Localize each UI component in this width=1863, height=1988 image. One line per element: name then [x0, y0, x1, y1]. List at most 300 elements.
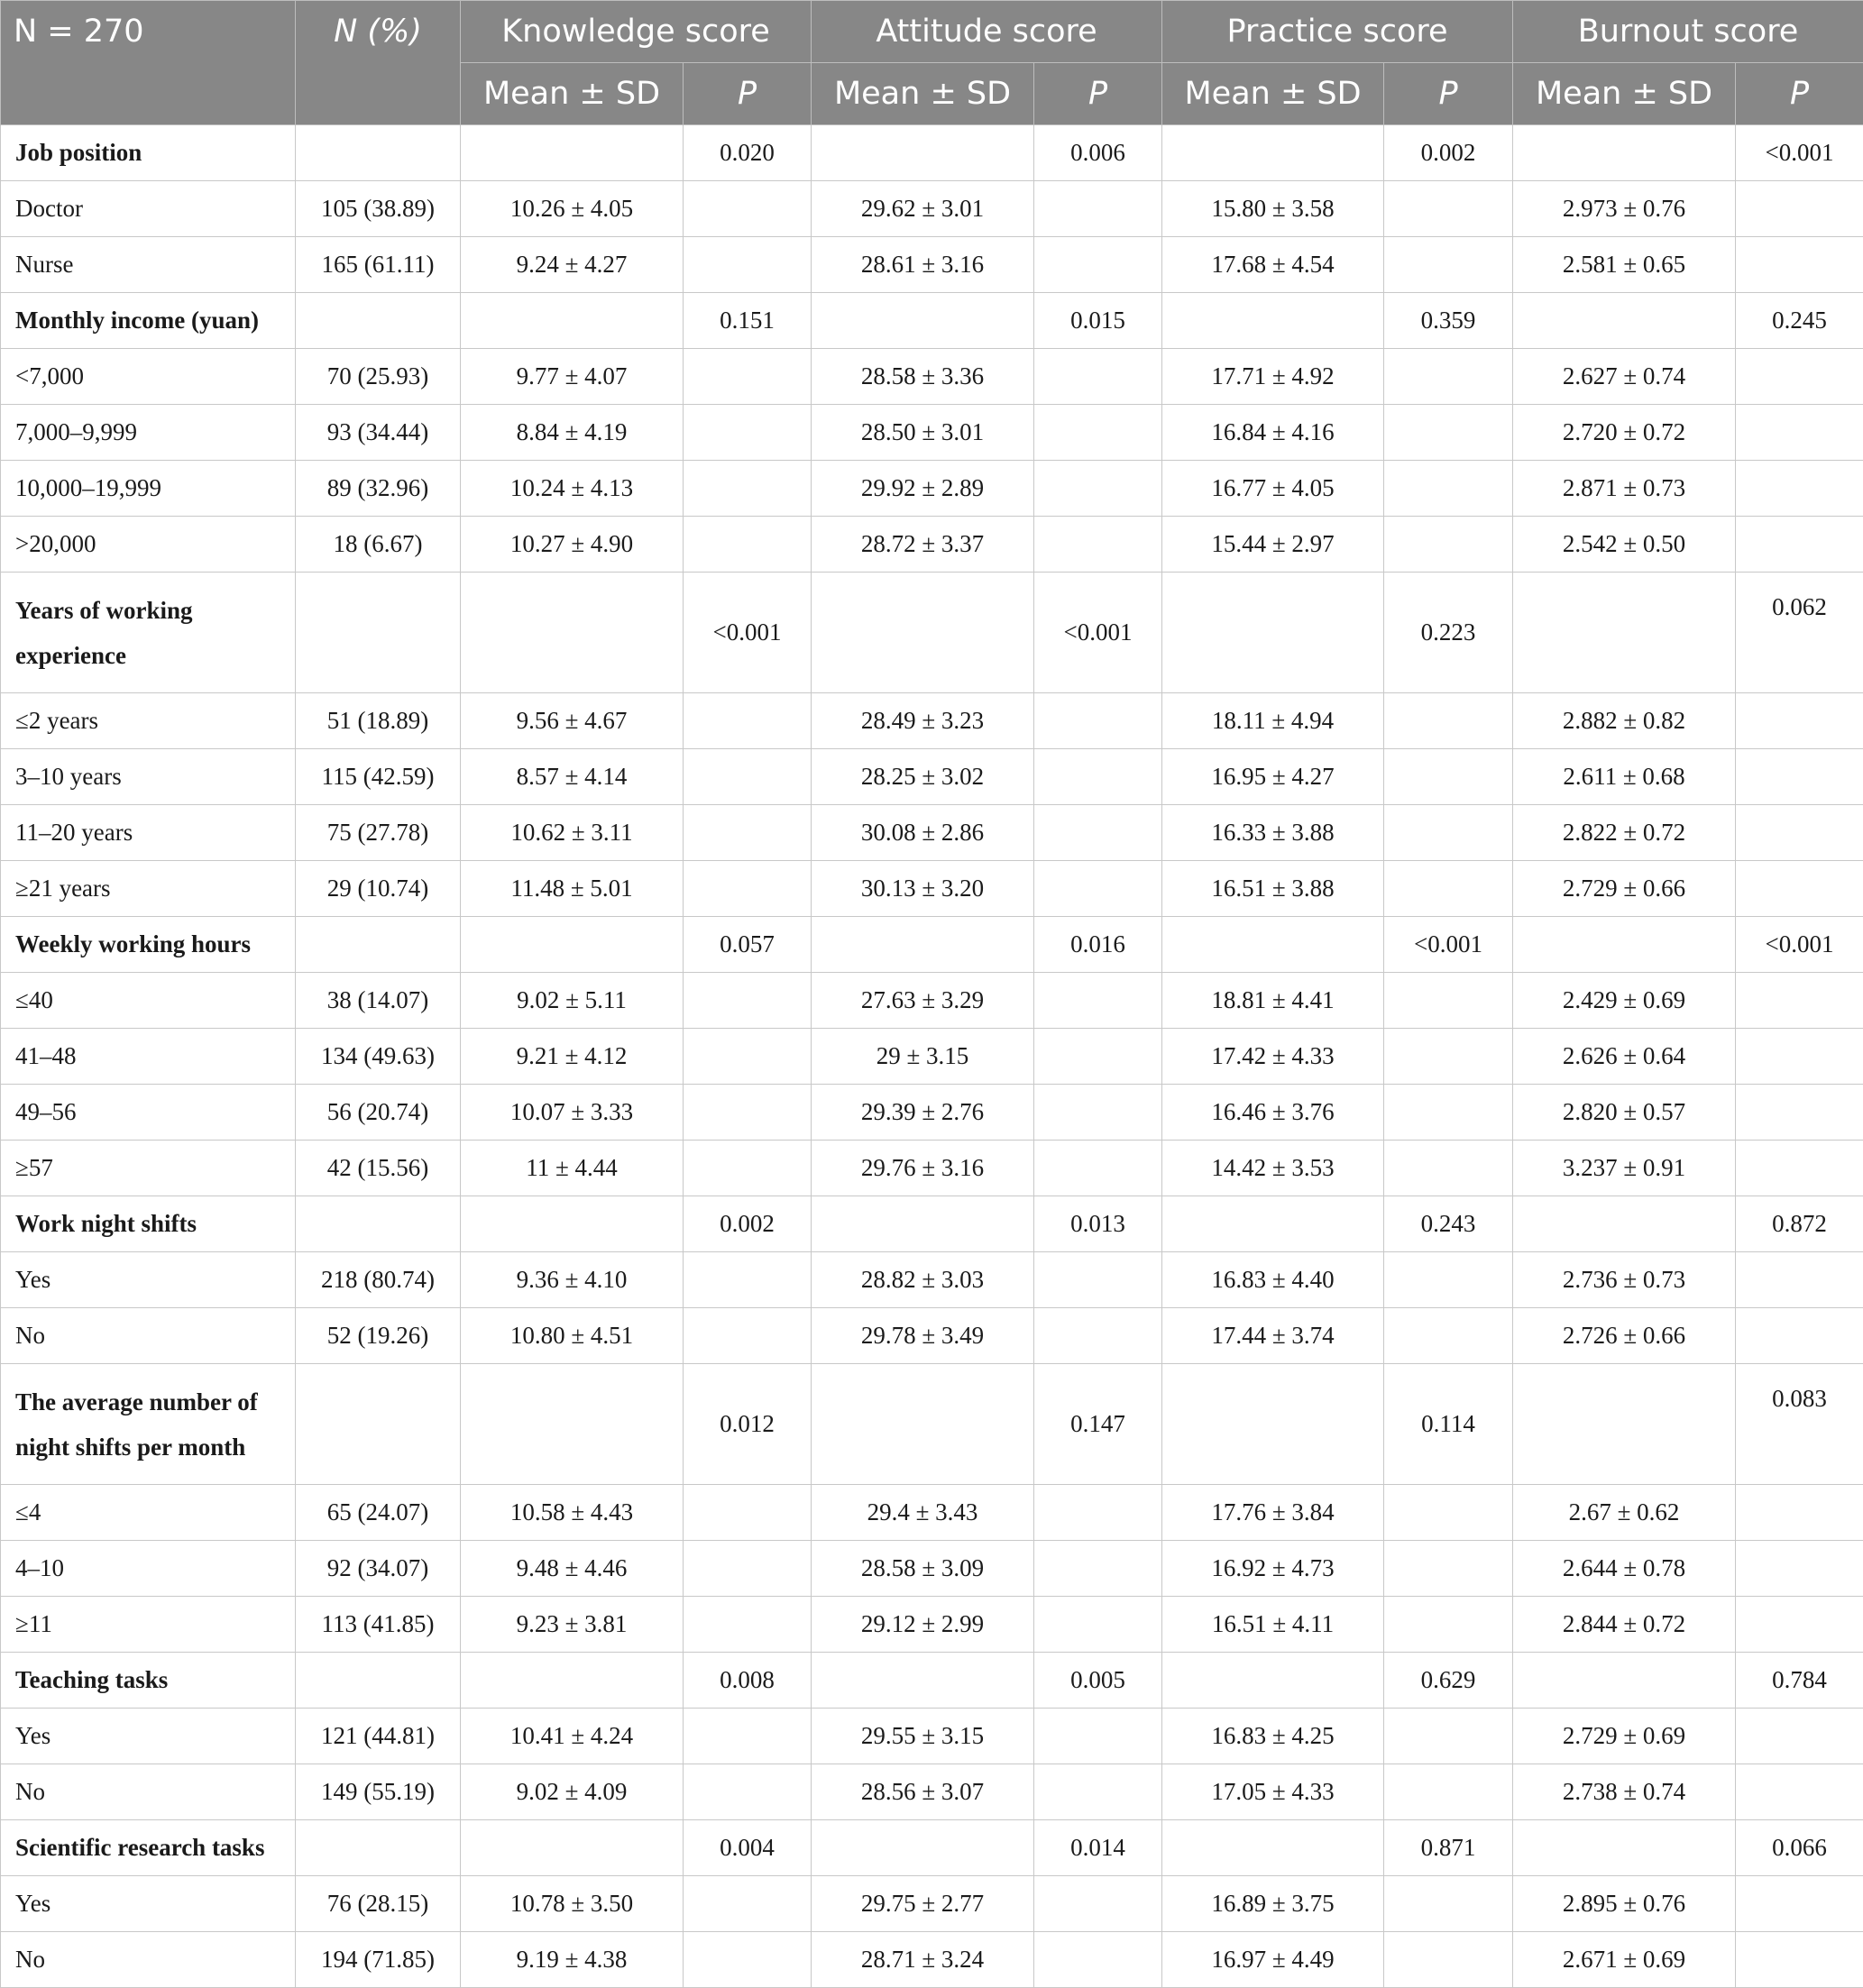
n-percent-cell	[296, 1196, 461, 1252]
n-percent-header: N (%)	[296, 1, 461, 125]
n-percent-cell: 134 (49.63)	[296, 1029, 461, 1085]
p-cell	[1384, 1541, 1513, 1597]
row-label: Yes	[1, 1709, 296, 1764]
table-row	[1, 349, 1863, 405]
p-cell	[1736, 405, 1863, 461]
mean-sd-cell: 2.611 ± 0.68	[1513, 749, 1736, 805]
p-cell	[1384, 1932, 1513, 1988]
mean-sd-cell: 10.24 ± 4.13	[461, 461, 684, 517]
row-label: 7,000–9,999	[1, 405, 296, 461]
mean-sd-cell: 28.58 ± 3.36	[812, 349, 1034, 405]
row-label: <7,000	[1, 349, 296, 405]
p-cell	[1384, 1709, 1513, 1764]
p-cell	[1736, 1029, 1863, 1085]
p-cell	[1736, 1541, 1863, 1597]
mean-sd-cell: 2.973 ± 0.76	[1513, 181, 1736, 237]
p-cell	[1034, 1029, 1162, 1085]
mean-sd-cell	[1162, 1820, 1384, 1876]
mean-sd-cell	[812, 293, 1034, 349]
mean-sd-cell: 9.36 ± 4.10	[461, 1252, 684, 1308]
p-cell	[684, 1485, 812, 1541]
mean-sd-cell: 29.75 ± 2.77	[812, 1876, 1034, 1932]
category-label: Work night shifts	[1, 1196, 296, 1252]
p-cell	[1736, 1085, 1863, 1141]
p-value-cell: 0.002	[1384, 125, 1513, 181]
row-label: ≤2 years	[1, 693, 296, 749]
mean-sd-cell	[1513, 1820, 1736, 1876]
mean-sd-cell: 2.736 ± 0.73	[1513, 1252, 1736, 1308]
p-value-cell: 0.020	[684, 125, 812, 181]
p-cell	[1736, 805, 1863, 861]
mean-sd-cell: 16.89 ± 3.75	[1162, 1876, 1384, 1932]
mean-sd-cell	[461, 1653, 684, 1709]
mean-sd-cell: 29 ± 3.15	[812, 1029, 1034, 1085]
mean-sd-cell	[812, 1820, 1034, 1876]
burnout-score-header: Burnout score	[1513, 1, 1863, 63]
mean-sd-cell: 29.4 ± 3.43	[812, 1485, 1034, 1541]
mean-sd-cell	[1162, 1196, 1384, 1252]
mean-sd-cell: 28.49 ± 3.23	[812, 693, 1034, 749]
mean-sd-cell: 16.95 ± 4.27	[1162, 749, 1384, 805]
table-row	[1, 693, 1863, 749]
category-label: Scientific research tasks	[1, 1820, 296, 1876]
mean-sd-cell	[1513, 1364, 1736, 1485]
mean-sd-cell: 28.82 ± 3.03	[812, 1252, 1034, 1308]
p-cell	[1034, 1085, 1162, 1141]
mean-sd-cell: 17.76 ± 3.84	[1162, 1485, 1384, 1541]
mean-sd-cell: 29.39 ± 2.76	[812, 1085, 1034, 1141]
row-label: ≤40	[1, 973, 296, 1029]
p-cell	[1736, 1597, 1863, 1653]
mean-sd-cell: 28.58 ± 3.09	[812, 1541, 1034, 1597]
n-percent-cell: 51 (18.89)	[296, 693, 461, 749]
p-cell	[1384, 1085, 1513, 1141]
table-row	[1, 1876, 1863, 1932]
p-cell	[1034, 1876, 1162, 1932]
n-percent-cell	[296, 1653, 461, 1709]
p-cell	[684, 693, 812, 749]
row-label: >20,000	[1, 517, 296, 573]
p-cell	[1034, 405, 1162, 461]
table-row	[1, 1308, 1863, 1364]
mean-sd-cell: 9.56 ± 4.67	[461, 693, 684, 749]
p-cell	[1034, 1252, 1162, 1308]
p-cell	[684, 1141, 812, 1196]
mean-sd-cell: 28.72 ± 3.37	[812, 517, 1034, 573]
mean-sd-cell: 14.42 ± 3.53	[1162, 1141, 1384, 1196]
row-label: 4–10	[1, 1541, 296, 1597]
mean-sd-cell: 17.42 ± 4.33	[1162, 1029, 1384, 1085]
mean-sd-cell: 16.83 ± 4.25	[1162, 1709, 1384, 1764]
p-cell	[1384, 805, 1513, 861]
table-row	[1, 1085, 1863, 1141]
n-percent-cell	[296, 1364, 461, 1485]
category-label-line-1: The average number of	[15, 1388, 258, 1415]
p-value-cell: 0.223	[1384, 573, 1513, 693]
p-cell	[684, 1308, 812, 1364]
table-row	[1, 517, 1863, 573]
p-cell	[684, 973, 812, 1029]
row-label: 41–48	[1, 1029, 296, 1085]
p-cell	[684, 517, 812, 573]
p-value-cell: 0.008	[684, 1653, 812, 1709]
mean-sd-cell: 30.08 ± 2.86	[812, 805, 1034, 861]
p-header: P	[1034, 63, 1162, 125]
p-value-cell: 0.057	[684, 917, 812, 973]
p-value-cell: <0.001	[1736, 917, 1863, 973]
p-cell	[1384, 1876, 1513, 1932]
p-value-cell: 0.872	[1736, 1196, 1863, 1252]
mean-sd-cell: 2.726 ± 0.66	[1513, 1308, 1736, 1364]
p-cell	[684, 749, 812, 805]
mean-sd-cell: 29.12 ± 2.99	[812, 1597, 1034, 1653]
p-cell	[1736, 349, 1863, 405]
p-cell	[1736, 1308, 1863, 1364]
n-percent-cell: 29 (10.74)	[296, 861, 461, 917]
mean-sd-cell	[1513, 125, 1736, 181]
mean-sd-cell: 29.76 ± 3.16	[812, 1141, 1034, 1196]
mean-sd-cell: 2.882 ± 0.82	[1513, 693, 1736, 749]
mean-sd-cell	[461, 573, 684, 693]
mean-sd-cell: 10.80 ± 4.51	[461, 1308, 684, 1364]
mean-sd-cell: 16.92 ± 4.73	[1162, 1541, 1384, 1597]
mean-sd-cell: 2.581 ± 0.65	[1513, 237, 1736, 293]
mean-sd-cell: 11 ± 4.44	[461, 1141, 684, 1196]
category-label: Teaching tasks	[1, 1653, 296, 1709]
category-label: Weekly working hours	[1, 917, 296, 973]
mean-sd-cell	[461, 125, 684, 181]
mean-sd-cell	[1162, 1364, 1384, 1485]
mean-sd-cell: 2.626 ± 0.64	[1513, 1029, 1736, 1085]
p-cell	[1384, 693, 1513, 749]
p-cell	[1736, 181, 1863, 237]
category-row	[1, 125, 1863, 181]
category-label	[1, 1364, 296, 1485]
p-cell	[684, 1764, 812, 1820]
mean-sd-cell: 9.48 ± 4.46	[461, 1541, 684, 1597]
n-total-header: N = 270	[1, 1, 296, 125]
mean-sd-cell: 10.78 ± 3.50	[461, 1876, 684, 1932]
mean-sd-cell: 11.48 ± 5.01	[461, 861, 684, 917]
p-cell	[684, 1932, 812, 1988]
practice-score-header: Practice score	[1162, 1, 1513, 63]
table-row	[1, 1141, 1863, 1196]
p-cell	[1034, 1485, 1162, 1541]
mean-sd-cell	[1513, 1653, 1736, 1709]
p-cell	[1384, 1029, 1513, 1085]
mean-sd-cell: 10.58 ± 4.43	[461, 1485, 684, 1541]
mean-sd-header: Mean ± SD	[812, 63, 1034, 125]
p-value-cell: 0.016	[1034, 917, 1162, 973]
mean-sd-cell: 2.542 ± 0.50	[1513, 517, 1736, 573]
p-cell	[684, 1252, 812, 1308]
mean-sd-cell: 10.41 ± 4.24	[461, 1709, 684, 1764]
mean-sd-cell	[1513, 573, 1736, 693]
table-header	[1, 1, 1863, 125]
table-row	[1, 461, 1863, 517]
mean-sd-cell	[1513, 293, 1736, 349]
mean-sd-cell: 10.07 ± 3.33	[461, 1085, 684, 1141]
knowledge-score-header: Knowledge score	[461, 1, 812, 63]
p-cell	[1384, 237, 1513, 293]
p-cell	[1736, 693, 1863, 749]
mean-sd-cell	[461, 1196, 684, 1252]
mean-sd-cell: 16.51 ± 3.88	[1162, 861, 1384, 917]
p-cell	[684, 861, 812, 917]
p-cell	[1034, 1709, 1162, 1764]
mean-sd-cell: 18.11 ± 4.94	[1162, 693, 1384, 749]
p-cell	[684, 1597, 812, 1653]
p-cell	[1736, 861, 1863, 917]
p-cell	[1384, 405, 1513, 461]
mean-sd-cell: 10.27 ± 4.90	[461, 517, 684, 573]
p-value-cell: 0.784	[1736, 1653, 1863, 1709]
mean-sd-header: Mean ± SD	[1162, 63, 1384, 125]
mean-sd-cell: 27.63 ± 3.29	[812, 973, 1034, 1029]
mean-sd-cell	[461, 1364, 684, 1485]
n-percent-cell	[296, 125, 461, 181]
mean-sd-cell: 28.50 ± 3.01	[812, 405, 1034, 461]
p-cell	[1384, 861, 1513, 917]
n-percent-cell: 149 (55.19)	[296, 1764, 461, 1820]
mean-sd-cell: 8.84 ± 4.19	[461, 405, 684, 461]
p-cell	[1034, 693, 1162, 749]
row-label: ≥11	[1, 1597, 296, 1653]
mean-sd-cell	[812, 917, 1034, 973]
table-row	[1, 861, 1863, 917]
p-value-cell: 0.083	[1736, 1364, 1863, 1485]
p-value-cell: 0.012	[684, 1364, 812, 1485]
n-percent-cell	[296, 917, 461, 973]
mean-sd-cell: 15.80 ± 3.58	[1162, 181, 1384, 237]
p-cell	[684, 1709, 812, 1764]
row-label: 49–56	[1, 1085, 296, 1141]
p-cell	[684, 349, 812, 405]
p-cell	[1384, 1597, 1513, 1653]
table-row	[1, 1932, 1863, 1988]
p-value-cell: 0.014	[1034, 1820, 1162, 1876]
p-cell	[1034, 805, 1162, 861]
mean-sd-cell: 29.55 ± 3.15	[812, 1709, 1034, 1764]
category-label: Monthly income (yuan)	[1, 293, 296, 349]
p-cell	[1384, 1252, 1513, 1308]
p-cell	[1384, 749, 1513, 805]
table-row	[1, 1541, 1863, 1597]
p-value-cell: 0.005	[1034, 1653, 1162, 1709]
p-header: P	[684, 63, 812, 125]
mean-sd-cell	[1162, 573, 1384, 693]
p-cell	[1736, 1876, 1863, 1932]
category-row	[1, 1196, 1863, 1252]
p-cell	[1736, 461, 1863, 517]
n-percent-cell	[296, 293, 461, 349]
mean-sd-cell: 2.729 ± 0.69	[1513, 1709, 1736, 1764]
attitude-score-header: Attitude score	[812, 1, 1162, 63]
mean-sd-cell	[461, 293, 684, 349]
p-cell	[1034, 1932, 1162, 1988]
mean-sd-cell: 9.19 ± 4.38	[461, 1932, 684, 1988]
mean-sd-cell: 2.644 ± 0.78	[1513, 1541, 1736, 1597]
mean-sd-cell: 9.02 ± 5.11	[461, 973, 684, 1029]
p-cell	[1034, 237, 1162, 293]
category-label	[1, 573, 296, 693]
table-body	[1, 125, 1863, 1988]
mean-sd-cell: 9.21 ± 4.12	[461, 1029, 684, 1085]
table-row	[1, 405, 1863, 461]
p-value-cell: 0.151	[684, 293, 812, 349]
p-value-cell: <0.001	[1034, 573, 1162, 693]
mean-sd-cell	[812, 1364, 1034, 1485]
n-percent-cell: 165 (61.11)	[296, 237, 461, 293]
mean-sd-cell: 10.26 ± 4.05	[461, 181, 684, 237]
mean-sd-cell: 2.67 ± 0.62	[1513, 1485, 1736, 1541]
mean-sd-cell	[812, 125, 1034, 181]
n-percent-cell	[296, 573, 461, 693]
mean-sd-cell: 17.68 ± 4.54	[1162, 237, 1384, 293]
table-row	[1, 1764, 1863, 1820]
mean-sd-cell	[1162, 1653, 1384, 1709]
category-row	[1, 573, 1863, 693]
p-cell	[1736, 1709, 1863, 1764]
p-cell	[1034, 181, 1162, 237]
mean-sd-cell: 2.429 ± 0.69	[1513, 973, 1736, 1029]
p-cell	[1384, 973, 1513, 1029]
p-cell	[1034, 1308, 1162, 1364]
n-percent-cell: 218 (80.74)	[296, 1252, 461, 1308]
mean-sd-cell: 2.820 ± 0.57	[1513, 1085, 1736, 1141]
p-cell	[1736, 237, 1863, 293]
p-cell	[1384, 349, 1513, 405]
mean-sd-cell: 2.871 ± 0.73	[1513, 461, 1736, 517]
p-cell	[1034, 1541, 1162, 1597]
p-cell	[1034, 861, 1162, 917]
p-value-cell: 0.629	[1384, 1653, 1513, 1709]
row-label: 10,000–19,999	[1, 461, 296, 517]
p-cell	[684, 237, 812, 293]
category-label: Job position	[1, 125, 296, 181]
mean-sd-cell: 18.81 ± 4.41	[1162, 973, 1384, 1029]
n-percent-cell: 52 (19.26)	[296, 1308, 461, 1364]
mean-sd-cell	[812, 573, 1034, 693]
p-value-cell: 0.002	[684, 1196, 812, 1252]
p-cell	[684, 1541, 812, 1597]
category-label-line-2: experience	[15, 642, 126, 669]
p-header: P	[1736, 63, 1863, 125]
row-label: Nurse	[1, 237, 296, 293]
row-label: 11–20 years	[1, 805, 296, 861]
row-label: ≤4	[1, 1485, 296, 1541]
row-label: No	[1, 1764, 296, 1820]
p-cell	[1384, 1141, 1513, 1196]
p-cell	[1034, 349, 1162, 405]
p-cell	[1736, 1252, 1863, 1308]
mean-sd-cell: 28.61 ± 3.16	[812, 237, 1034, 293]
category-row	[1, 1364, 1863, 1485]
row-label: No	[1, 1932, 296, 1988]
p-header: P	[1384, 63, 1513, 125]
mean-sd-cell: 28.56 ± 3.07	[812, 1764, 1034, 1820]
p-cell	[1384, 181, 1513, 237]
p-value-cell: 0.006	[1034, 125, 1162, 181]
mean-sd-cell	[1162, 917, 1384, 973]
p-value-cell: 0.066	[1736, 1820, 1863, 1876]
mean-sd-cell: 9.23 ± 3.81	[461, 1597, 684, 1653]
mean-sd-cell	[812, 1653, 1034, 1709]
p-cell	[684, 1029, 812, 1085]
row-label: Doctor	[1, 181, 296, 237]
mean-sd-cell	[1513, 917, 1736, 973]
p-cell	[1736, 1764, 1863, 1820]
mean-sd-cell: 28.71 ± 3.24	[812, 1932, 1034, 1988]
p-cell	[684, 805, 812, 861]
mean-sd-cell: 16.46 ± 3.76	[1162, 1085, 1384, 1141]
row-label: Yes	[1, 1876, 296, 1932]
mean-sd-cell: 15.44 ± 2.97	[1162, 517, 1384, 573]
n-percent-cell: 65 (24.07)	[296, 1485, 461, 1541]
p-cell	[1736, 517, 1863, 573]
p-value-cell: 0.243	[1384, 1196, 1513, 1252]
mean-sd-cell: 16.77 ± 4.05	[1162, 461, 1384, 517]
p-value-cell: 0.114	[1384, 1364, 1513, 1485]
n-percent-cell: 75 (27.78)	[296, 805, 461, 861]
mean-sd-cell: 10.62 ± 3.11	[461, 805, 684, 861]
n-percent-cell: 42 (15.56)	[296, 1141, 461, 1196]
n-percent-cell: 194 (71.85)	[296, 1932, 461, 1988]
p-value-cell: 0.062	[1736, 573, 1863, 693]
p-cell	[1034, 1141, 1162, 1196]
category-row	[1, 1653, 1863, 1709]
p-cell	[684, 181, 812, 237]
mean-sd-cell: 8.57 ± 4.14	[461, 749, 684, 805]
table-row	[1, 749, 1863, 805]
p-value-cell: <0.001	[684, 573, 812, 693]
mean-sd-cell: 16.97 ± 4.49	[1162, 1932, 1384, 1988]
p-cell	[1384, 1308, 1513, 1364]
p-cell	[1736, 1485, 1863, 1541]
p-cell	[684, 1085, 812, 1141]
table-row	[1, 1252, 1863, 1308]
p-cell	[1736, 1932, 1863, 1988]
n-percent-cell: 115 (42.59)	[296, 749, 461, 805]
mean-sd-cell: 2.895 ± 0.76	[1513, 1876, 1736, 1932]
mean-sd-cell: 16.51 ± 4.11	[1162, 1597, 1384, 1653]
table-row	[1, 181, 1863, 237]
n-percent-cell: 70 (25.93)	[296, 349, 461, 405]
row-label: ≥21 years	[1, 861, 296, 917]
mean-sd-cell	[461, 1820, 684, 1876]
table-row	[1, 1709, 1863, 1764]
mean-sd-cell	[812, 1196, 1034, 1252]
row-label: No	[1, 1308, 296, 1364]
mean-sd-cell: 17.71 ± 4.92	[1162, 349, 1384, 405]
table-row	[1, 1029, 1863, 1085]
n-percent-cell: 92 (34.07)	[296, 1541, 461, 1597]
p-cell	[1384, 517, 1513, 573]
table-row	[1, 1597, 1863, 1653]
n-percent-cell: 38 (14.07)	[296, 973, 461, 1029]
mean-sd-cell: 3.237 ± 0.91	[1513, 1141, 1736, 1196]
mean-sd-cell: 30.13 ± 3.20	[812, 861, 1034, 917]
mean-sd-cell: 2.729 ± 0.66	[1513, 861, 1736, 917]
n-percent-cell: 121 (44.81)	[296, 1709, 461, 1764]
category-row	[1, 1820, 1863, 1876]
mean-sd-cell	[461, 917, 684, 973]
p-cell	[684, 1876, 812, 1932]
mean-sd-cell: 29.62 ± 3.01	[812, 181, 1034, 237]
p-cell	[1736, 1141, 1863, 1196]
p-value-cell: 0.147	[1034, 1364, 1162, 1485]
mean-sd-cell: 17.05 ± 4.33	[1162, 1764, 1384, 1820]
